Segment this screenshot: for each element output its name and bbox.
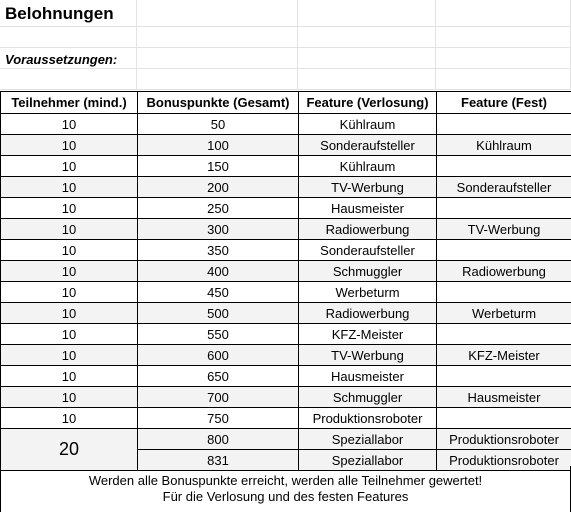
page-title: Belohnungen: [5, 4, 114, 23]
table-row: [1, 408, 571, 429]
table-row: [1, 135, 571, 156]
cell-bonus-points[interactable]: 400: [138, 261, 299, 282]
cell-bonus-points[interactable]: 650: [138, 366, 299, 387]
table-row: [1, 240, 571, 261]
cell-bonus-points[interactable]: 500: [138, 303, 299, 324]
table-row: [1, 387, 571, 408]
header-feature-lottery[interactable]: Feature (Verlosung): [299, 92, 437, 114]
cell-feature-fixed[interactable]: Produktionsroboter: [437, 450, 571, 471]
header-row: [1, 92, 571, 114]
cell-feature-fixed[interactable]: TV-Werbung: [437, 219, 571, 240]
cell-participants[interactable]: 10: [1, 366, 138, 387]
cell-feature-fixed[interactable]: Radiowerbung: [437, 261, 571, 282]
footer-note[interactable]: [0, 466, 571, 512]
cell-participants[interactable]: 10: [1, 408, 138, 429]
grid-cell[interactable]: [436, 69, 571, 89]
cell-bonus-points[interactable]: 350: [138, 240, 299, 261]
cell-feature-fixed[interactable]: Sonderaufsteller: [437, 177, 571, 198]
cell-feature-lottery[interactable]: KFZ-Meister: [299, 324, 437, 345]
cell-feature-fixed[interactable]: [437, 366, 571, 387]
cell-bonus-points[interactable]: 600: [138, 345, 299, 366]
cell-feature-lottery[interactable]: Radiowerbung: [299, 219, 437, 240]
cell-feature-lottery[interactable]: TV-Werbung: [299, 345, 437, 366]
grid-cell[interactable]: [137, 69, 298, 89]
grid-cell[interactable]: [137, 48, 298, 68]
cell-participants[interactable]: 10: [1, 177, 138, 198]
cell-feature-fixed[interactable]: KFZ-Meister: [437, 345, 571, 366]
table-row: [1, 219, 571, 240]
cell-feature-lottery[interactable]: Kühlraum: [299, 156, 437, 177]
table-row: [1, 324, 571, 345]
cell-feature-lottery[interactable]: Werbeturm: [299, 282, 437, 303]
grid-cell[interactable]: [0, 27, 137, 47]
cell-participants[interactable]: 20: [1, 429, 138, 471]
grid-cell[interactable]: [436, 0, 571, 26]
cell-feature-fixed[interactable]: Kühlraum: [437, 135, 571, 156]
cell-participants[interactable]: 10: [1, 219, 138, 240]
grid-cell[interactable]: [298, 69, 436, 89]
cell-participants[interactable]: 10: [1, 345, 138, 366]
cell-bonus-points[interactable]: 150: [138, 156, 299, 177]
grid-cell[interactable]: [137, 0, 298, 26]
cell-feature-lottery[interactable]: Hausmeister: [299, 198, 437, 219]
footer-line-2: Für die Verlosung und des festen Features: [162, 489, 409, 504]
cell-feature-lottery[interactable]: Schmuggler: [299, 261, 437, 282]
table-row: [1, 429, 571, 450]
grid-row: [0, 27, 571, 48]
cell-bonus-points[interactable]: 200: [138, 177, 299, 198]
grid-row: [0, 69, 571, 90]
cell-participants[interactable]: 10: [1, 303, 138, 324]
rewards-table: [0, 91, 571, 471]
cell-feature-fixed[interactable]: [437, 408, 571, 429]
cell-participants[interactable]: 10: [1, 198, 138, 219]
cell-feature-lottery[interactable]: Produktionsroboter: [299, 408, 437, 429]
footer-line-1: Werden alle Bonuspunkte erreicht, werden alle Teilnehmer gewertet!: [88, 473, 483, 488]
cell-bonus-points[interactable]: 550: [138, 324, 299, 345]
cell-feature-fixed[interactable]: [437, 114, 571, 135]
cell-participants[interactable]: 10: [1, 156, 138, 177]
cell-bonus-points[interactable]: 300: [138, 219, 299, 240]
table-row: [1, 303, 571, 324]
table-row: [1, 366, 571, 387]
cell-feature-fixed[interactable]: Hausmeister: [437, 387, 571, 408]
table-row: [1, 198, 571, 219]
cell-feature-lottery[interactable]: Sonderaufsteller: [299, 135, 437, 156]
table-row: [1, 345, 571, 366]
grid-cell[interactable]: [298, 48, 436, 68]
cell-feature-lottery[interactable]: Hausmeister: [299, 366, 437, 387]
table-row: [1, 156, 571, 177]
cell-feature-lottery[interactable]: Kühlraum: [299, 114, 437, 135]
cell-bonus-points[interactable]: 250: [138, 198, 299, 219]
cell-feature-fixed[interactable]: [437, 240, 571, 261]
cell-bonus-points[interactable]: 450: [138, 282, 299, 303]
cell-participants[interactable]: 10: [1, 261, 138, 282]
grid-cell[interactable]: [298, 27, 436, 47]
table-row: [1, 261, 571, 282]
cell-feature-lottery[interactable]: Speziallabor: [299, 429, 437, 450]
cell-bonus-points[interactable]: 831: [138, 450, 299, 471]
cell-feature-fixed[interactable]: Werbeturm: [437, 303, 571, 324]
cell-bonus-points[interactable]: 750: [138, 408, 299, 429]
cell-participants[interactable]: 10: [1, 324, 138, 345]
cell-feature-fixed[interactable]: [437, 156, 571, 177]
cell-feature-lottery[interactable]: TV-Werbung: [299, 177, 437, 198]
cell-participants[interactable]: 10: [1, 114, 138, 135]
cell-feature-lottery[interactable]: Radiowerbung: [299, 303, 437, 324]
cell-participants[interactable]: 10: [1, 135, 138, 156]
cell-participants[interactable]: 10: [1, 240, 138, 261]
cell-participants[interactable]: 10: [1, 387, 138, 408]
table-row: [1, 114, 571, 135]
cell-feature-lottery[interactable]: Schmuggler: [299, 387, 437, 408]
cell-bonus-points[interactable]: 700: [138, 387, 299, 408]
cell-feature-fixed[interactable]: [437, 282, 571, 303]
table-row: [1, 177, 571, 198]
cell-feature-fixed[interactable]: [437, 198, 571, 219]
grid-cell[interactable]: [137, 27, 298, 47]
cell-bonus-points[interactable]: 50: [138, 114, 299, 135]
header-participants[interactable]: Teilnehmer (mind.): [1, 92, 138, 114]
grid-cell[interactable]: [0, 69, 137, 89]
header-feature-fixed[interactable]: Feature (Fest): [437, 92, 571, 114]
cell-participants[interactable]: 10: [1, 282, 138, 303]
cell-feature-fixed[interactable]: Produktionsroboter: [437, 429, 571, 450]
cell-feature-fixed[interactable]: [437, 324, 571, 345]
cell-feature-lottery[interactable]: Speziallabor: [299, 450, 437, 471]
table-row: [1, 282, 571, 303]
grid-cell[interactable]: [436, 27, 571, 47]
prerequisites-label: Voraussetzungen:: [5, 52, 118, 67]
grid-cell[interactable]: [436, 48, 571, 68]
grid-cell[interactable]: [298, 0, 436, 26]
cell-bonus-points[interactable]: 800: [138, 429, 299, 450]
header-bonus-points[interactable]: Bonuspunkte (Gesamt): [138, 92, 299, 114]
cell-bonus-points[interactable]: 100: [138, 135, 299, 156]
cell-feature-lottery[interactable]: Sonderaufsteller: [299, 240, 437, 261]
